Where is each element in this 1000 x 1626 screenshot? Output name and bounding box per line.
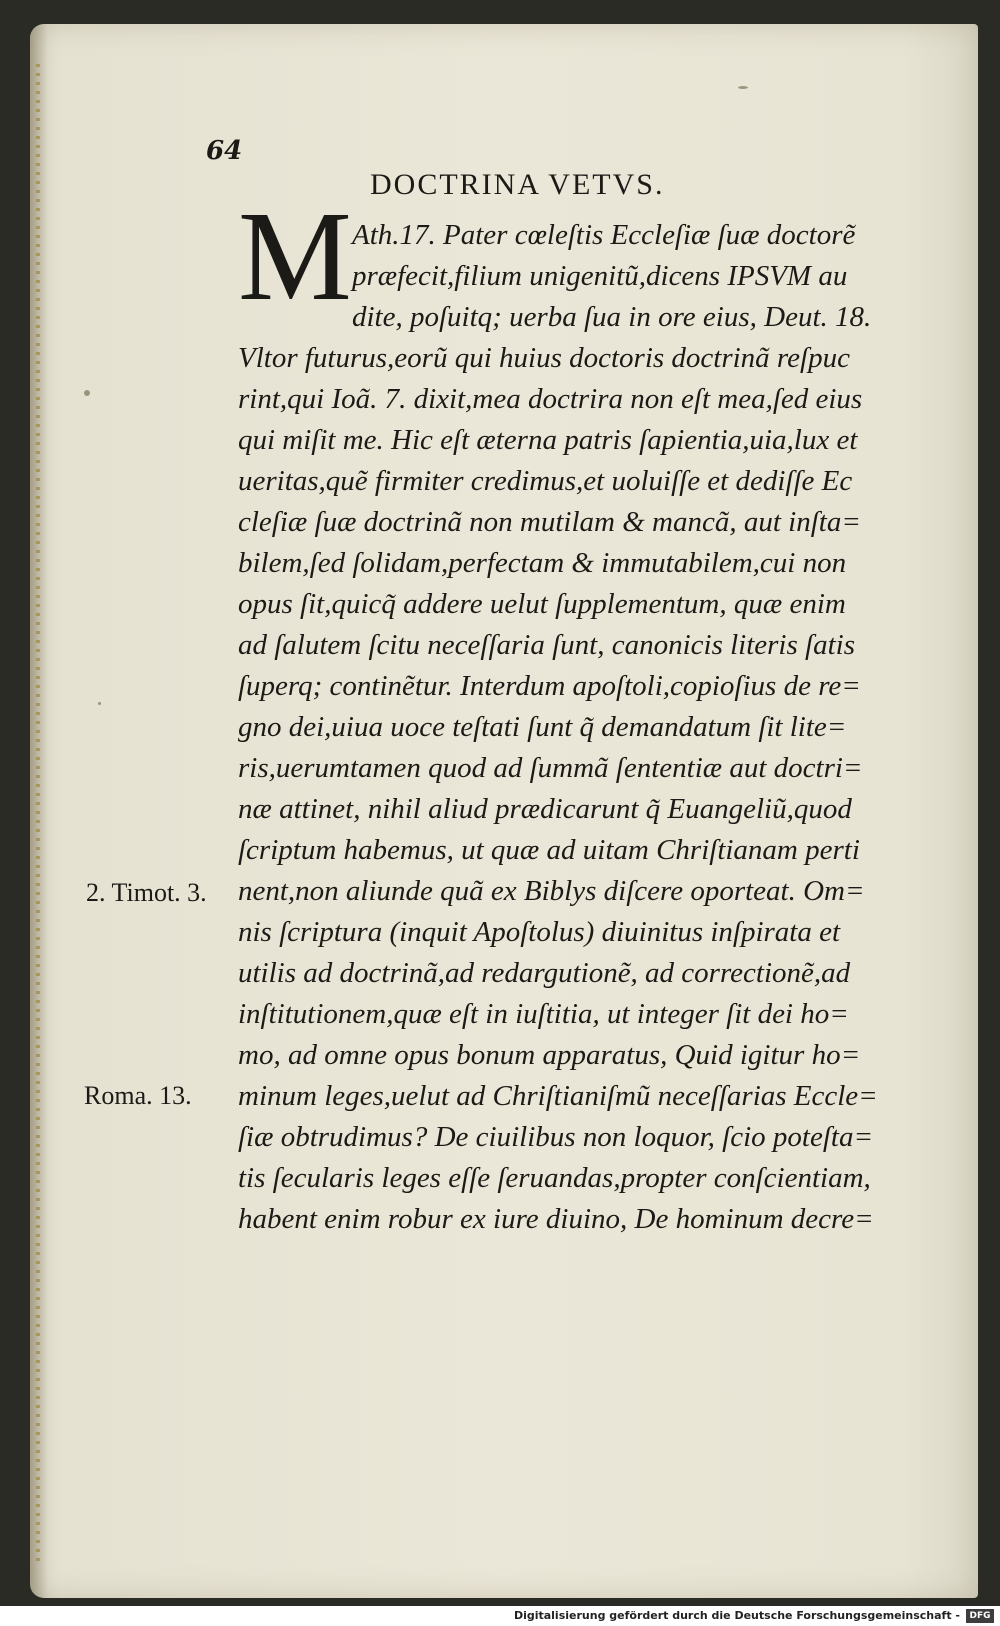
text-line: bilem,ſed ſolidam,perfectam & immutabilem,cui non [238,547,847,579]
text-line: minum leges,uelut ad Chriſtianiſmũ neceſſarias Eccle= [238,1080,878,1112]
text-line: nent,non aliunde quã ex Biblys diſcere oporteat. Om= [238,875,865,907]
footer-credit: Digitalisierung gefördert durch die Deutsche Forschungsgemeinschaft - [513,1609,960,1622]
text-line: ad ſalutem ſcitu neceſſaria ſunt, canonicis literis ſatis [238,629,855,661]
text-line: ueritas,quẽ firmiter credimus,et uoluiſſe et dediſſe Ec [238,465,853,497]
text-line: præfecit,filium unigenitũ,dicens IPSVM au [352,260,848,292]
text-line: dite, poſuitq; uerba ſua in ore eius, Deut. 18. [352,301,872,333]
text-line: næ attinet, nihil aliud prædicarunt q̃ Euangeliũ,quod [238,793,852,825]
text-line: ſcriptum habemus, ut quæ ad uitam Chriſtianam perti [238,834,860,866]
text-line: mo, ad omne opus bonum apparatus, Quid igitur ho= [238,1039,861,1071]
text-line: cleſiæ ſuæ doctrinã non mutilam & mancã, aut inſta= [238,506,861,538]
ink-speck [738,86,748,89]
text-line: gno dei,uiua uoce teſtati ſunt q̃ demandatum ſit lite= [238,711,847,743]
marginal-note: Roma. 13. [84,1081,192,1110]
ink-speck [98,702,101,705]
text-line: opus ſit,quicq̃ addere uelut ſupplementum, quæ enim [238,588,846,620]
text-line: ris,uerumtamen quod ad ſummã ſententiæ aut doctri= [238,752,863,784]
ink-speck [84,390,90,396]
text-line: habent enim robur ex iure diuino, De hominum decre= [238,1203,874,1235]
dfg-logo: DFG [966,1609,994,1623]
text-line: utilis ad doctrinã,ad redargutionẽ, ad correctionẽ,ad [238,957,851,989]
text-line: ſuperq; continẽtur. Interdum apoſtoli,copioſius de re= [238,670,861,702]
text-line: ſiæ obtrudimus? De ciuilibus non loquor, ſcio poteſta= [238,1121,874,1153]
page-number: 64 [206,136,243,166]
text-line: Ath.17. Pater cœleſtis Eccleſiæ ſuæ doctorẽ [352,219,856,251]
text-line: nis ſcriptura (inquit Apoſtolus) diuinitus inſpirata et [238,916,841,948]
footer-bar [0,1606,1000,1626]
page-edge-marks [36,64,40,1564]
text-line: inſtitutionem,quæ eſt in iuſtitia, ut integer ſit dei ho= [238,998,849,1030]
drop-cap: M [238,185,352,327]
text-line: qui miſit me. Hic eſt æterna patris ſapientia,uia,lux et [238,424,858,456]
marginal-note: 2. Timot. 3. [86,878,207,907]
text-line: Vltor futurus,eorũ qui huius doctoris doctrinã reſpuc [238,342,850,374]
text-line: rint,qui Ioã. 7. dixit,mea doctrira non eſt mea,ſed eius [238,383,863,415]
running-head: DOCTRINA VETVS. [370,168,665,201]
text-line: tis ſecularis leges eſſe ſeruandas,propter conſcientiam, [238,1162,871,1194]
